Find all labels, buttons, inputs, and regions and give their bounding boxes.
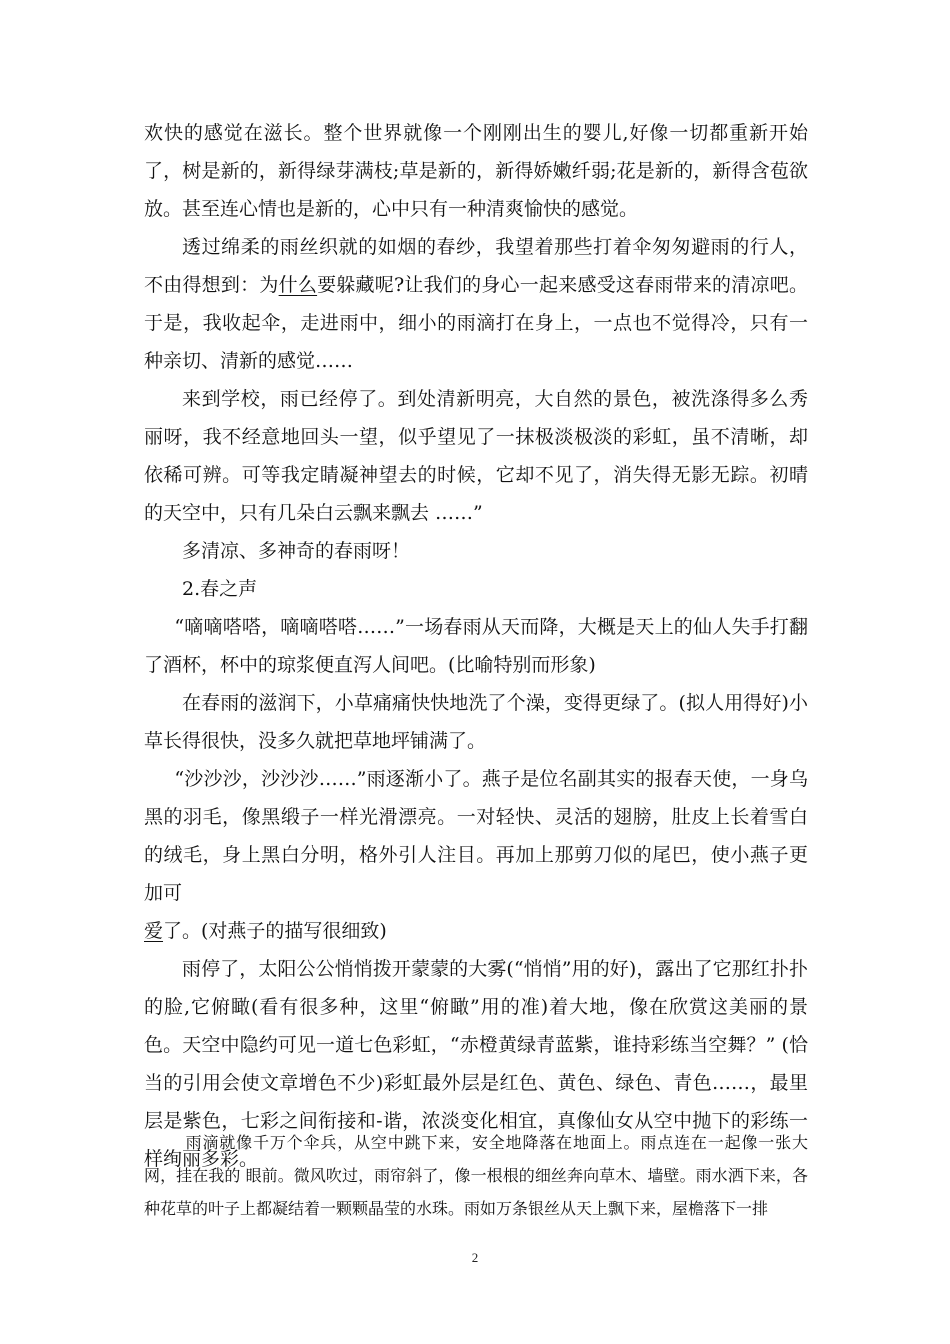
paragraph-swallow-part-1: “沙沙沙，沙沙沙……”雨逐渐小了。燕子是位名副其实的报春天使，一身乌黑的羽毛，像黑缎子一样光滑漂亮。一对轻快、灵活的翅膀，肚皮上长着雪白的绒毛，身上黑白分明，格外引人注目。再加上那剪刀似的尾巴，使小燕子更加可 [144, 768, 808, 904]
underlined-word: 什么 [278, 274, 318, 296]
paragraph-raindrops: 雨滴就像千万个伞兵，从空中跳下来，安全地降落在地面上。雨点连在一起像一张大网，挂在我的 眼前。微风吹过，雨帘斜了，像一根根的细丝奔向草木、墙壁。雨水洒下来，各种花草的叶子上都凝结着一颗颗晶莹的水珠。雨如万条银丝从天上飘下来，屋檐落下一排 [144, 1133, 808, 1218]
paragraph-grass: 在春雨的滋润下，小草痛痛快快地洗了个澡，变得更绿了。(拟人用得好)小草长得很快，没多久就把草地坪铺满了。 [144, 692, 808, 752]
paragraph-umbrella [144, 228, 808, 380]
paragraph-school: 来到学校，雨已经停了。到处清新明亮，大自然的景色，被洗涤得多么秀丽呀，我不经意地回头一望，似乎望见了一抹极淡极淡的彩虹，虽不清晰，却依稀可辨。可等我定睛凝神望去的时候，它却不见了，消失得无影无踪。初晴的天空中，只有几朵白云飘来飘去 ……” [144, 388, 808, 524]
paragraph-rainbow: 雨停了，太阳公公悄悄拨开蒙蒙的大雾(“悄悄”用的好)，露出了它那红扑扑的脸,它俯瞰(看有很多种，这里“俯瞰”用的准)着大地，像在欣赏这美丽的景色。天空中隐约可见一道七色彩虹，“赤橙黄绿青蓝紫，谁持彩练当空舞？” (恰当的引用会使文章增色不少)彩虹最外层是红色、黄色、绿色、青色……，最里层是紫色，七彩之间衔接和-谐，浓淡变化相宜，真像仙女从空中抛下的彩练一样绚丽多彩。 [144, 958, 808, 1170]
paragraph-swallow [144, 760, 808, 950]
paragraph-rain-sound: “嘀嘀嗒嗒，嘀嘀嗒嗒……”一场春雨从天而降，大概是天上的仙人失手打翻了酒杯，杯中的琼浆便直泻人间吧。(比喻特别而形象) [144, 616, 808, 676]
paragraph-umbrella-part-2: 要躲藏呢?让我们的身心一起来感受这春雨带来的清凉吧。于是，我收起伞，走进雨中，细小的雨滴打在身上，一点也不觉得冷，只有一种亲切、清新的感觉…… [144, 274, 808, 372]
paragraph-umbrella-part-1: 透过绵柔的雨丝织就的如烟的春纱，我望着那些打着伞匆匆避雨的行人，不由得想到：为 [144, 236, 808, 296]
paragraph-exclamation: 多清凉、多神奇的春雨呀！ [182, 540, 411, 562]
small-body-text [144, 1126, 808, 1225]
paragraph-continued: 欢快的感觉在滋长。整个世界就像一个刚刚出生的婴儿,好像一切都重新开始了，树是新的，新得绿芽满枝;草是新的，新得娇嫩纤弱;花是新的，新得含苞欲放。甚至连心情也是新的，心中只有一种清爽愉快的感觉。 [144, 122, 808, 220]
body-text [144, 114, 808, 1178]
underlined-word: 爱 [144, 920, 164, 942]
page-number: 2 [471, 1250, 479, 1265]
paragraph-swallow-part-2: 了。(对燕子的描写很细致) [163, 920, 387, 942]
section-heading: 2.春之声 [182, 578, 258, 600]
